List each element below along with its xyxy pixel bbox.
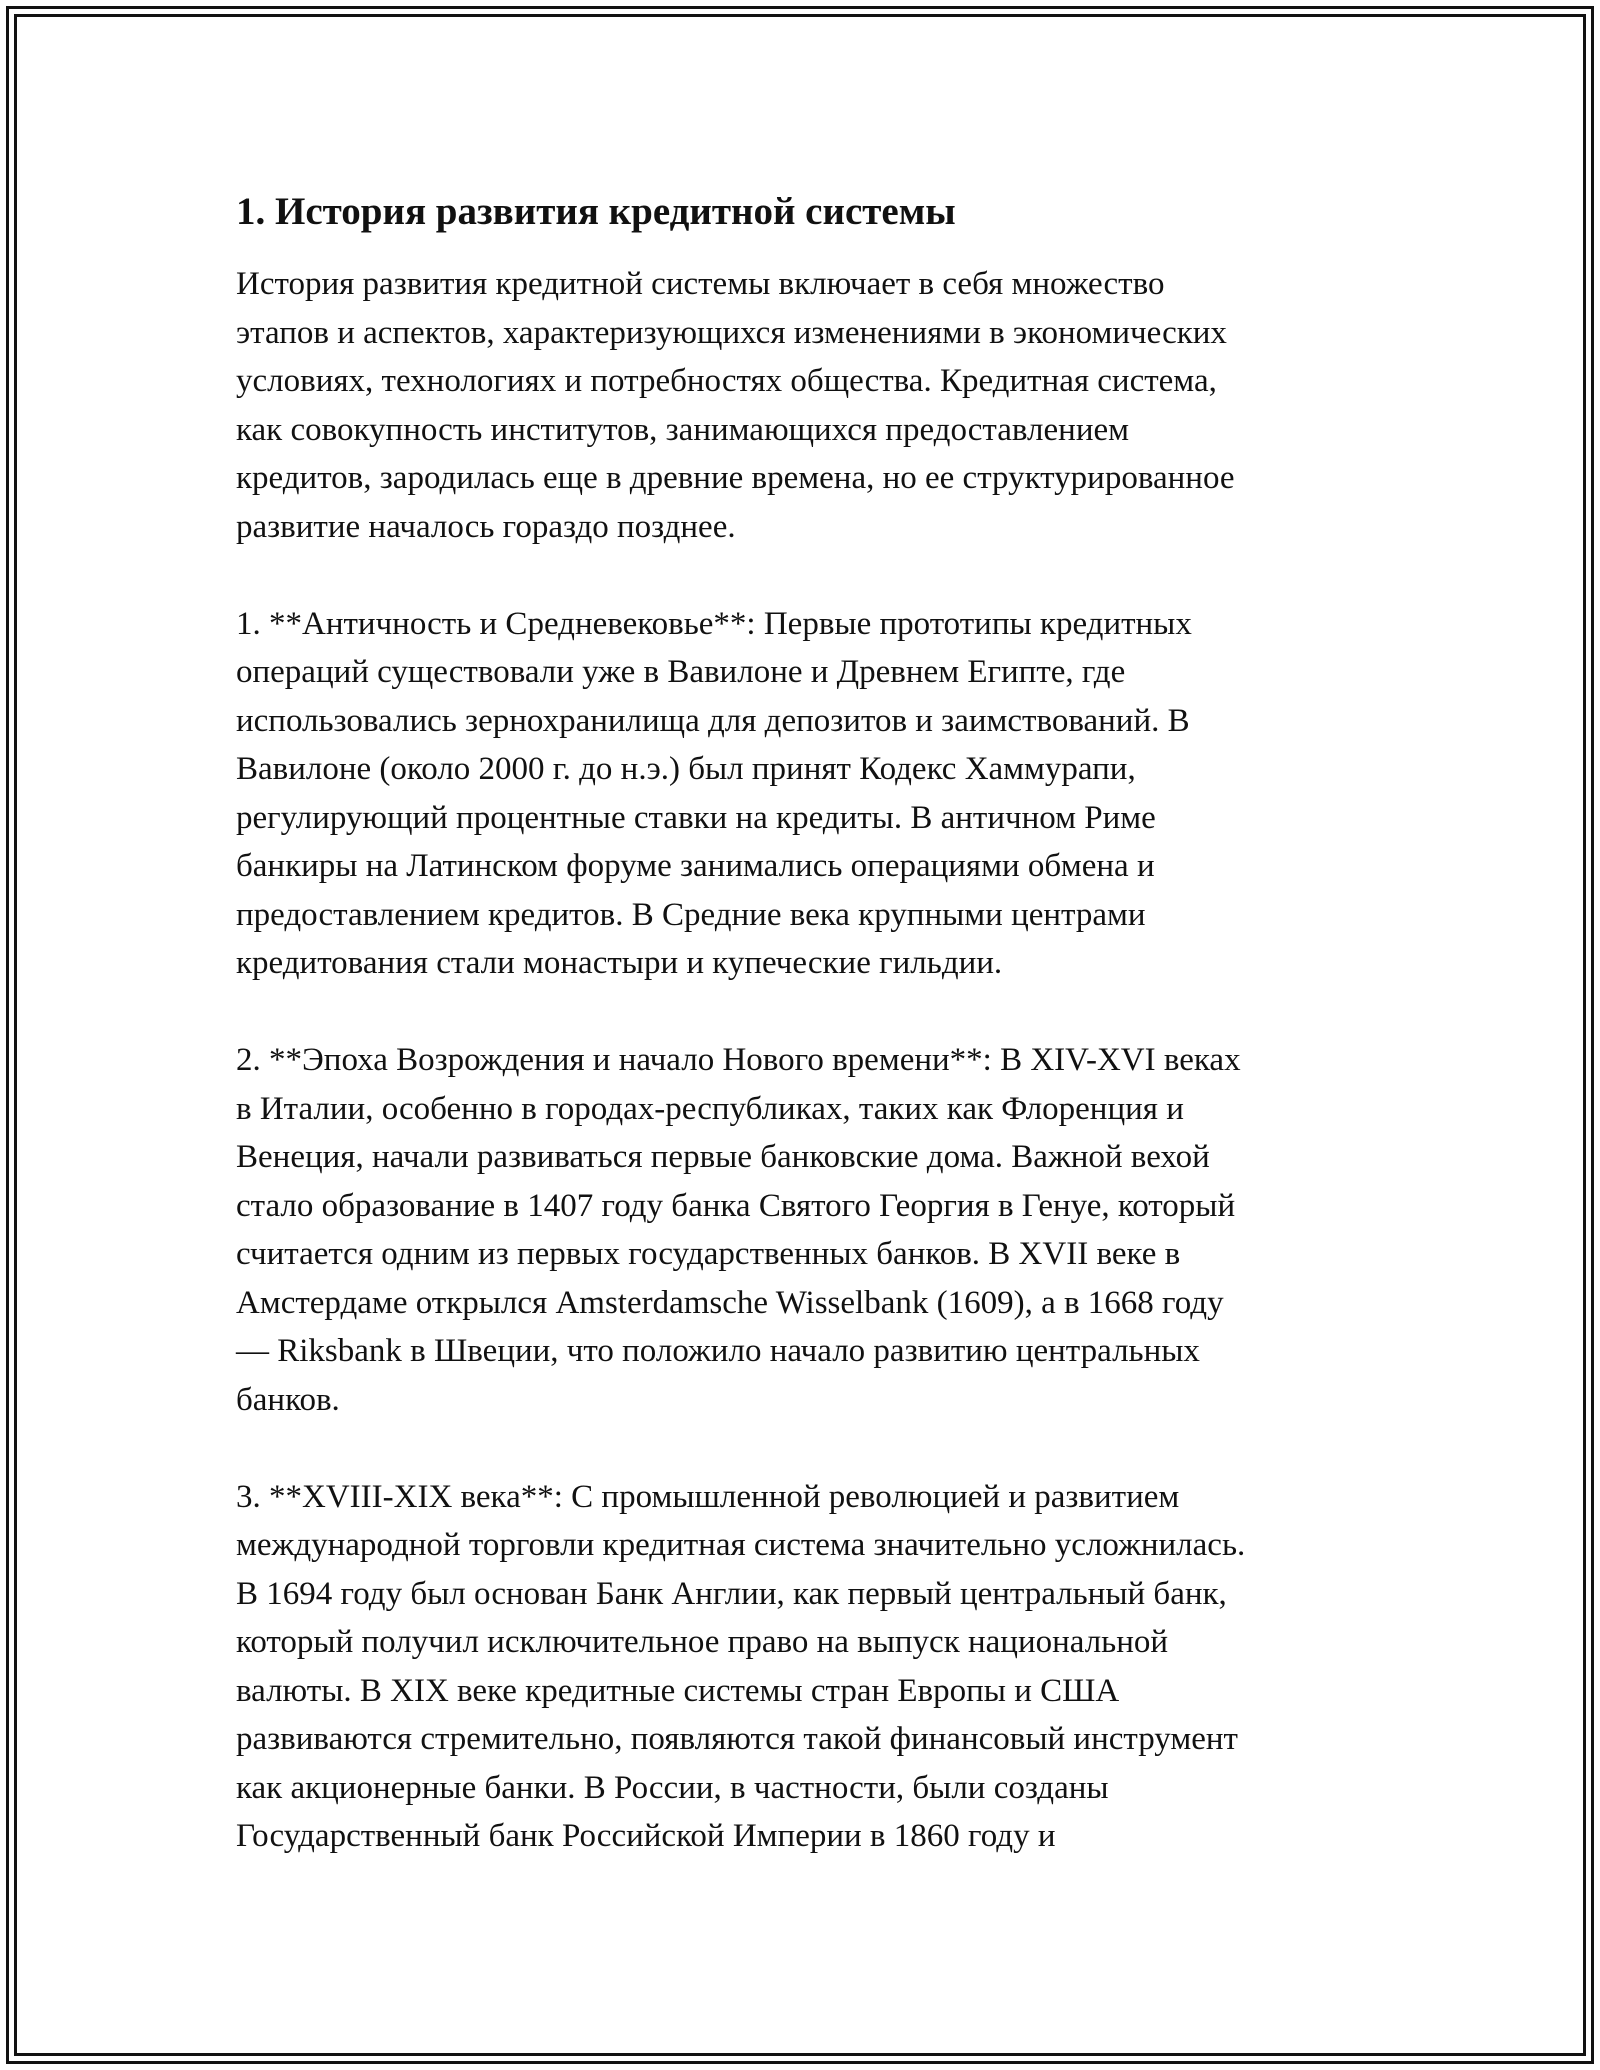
- paragraph-line: развиваются стремительно, появляются такой финансовый инструмент: [236, 1721, 1238, 1757]
- paragraph-line: банкиры на Латинском форуме занимались операциями обмена и: [236, 848, 1155, 884]
- section-heading: 1. История развития кредитной системы: [236, 190, 956, 233]
- paragraph-line: — Riksbank в Швеции, что положило начало развитию центральных: [236, 1333, 1200, 1369]
- paragraph-line: валюты. В XIX веке кредитные системы стран Европы и США: [236, 1672, 1120, 1709]
- renaissance-paragraph: [236, 1036, 1366, 1424]
- paragraph-line: Вавилоне (около 2000 г. до н.э.) был принят Кодекс Хаммурапи,: [236, 751, 1136, 787]
- paragraph-line: 1. **Античность и Средневековье**: Первые прототипы кредитных: [236, 605, 1192, 642]
- paragraph-line: кредитов, зародилась еще в древние времена, но ее структурированное: [236, 460, 1235, 496]
- paragraph-line: 3. **XVIII-XIX века**: С промышленной революцией и развитием: [236, 1478, 1180, 1515]
- paragraph-line: регулирующий процентные ставки на кредиты. В античном Риме: [236, 799, 1156, 836]
- paragraph-line: В 1694 году был основан Банк Англии, как первый центральный банк,: [236, 1575, 1227, 1612]
- paragraph-line: 2. **Эпоха Возрождения и начало Нового времени**: В XIV-XVI веках: [236, 1042, 1241, 1078]
- paragraph-line: считается одним из первых государственных банков. В XVII веке в: [236, 1236, 1181, 1272]
- paragraph-line: кредитования стали монастыри и купеческие гильдии.: [236, 945, 1003, 981]
- paragraph-line: как совокупность институтов, занимающихся предоставлением: [236, 411, 1130, 448]
- paragraph-line: Амстердаме открылся Amsterdamsche Wisselbank (1609), а в 1668 году: [236, 1284, 1224, 1321]
- paragraph-line: История развития кредитной системы включает в себя множество: [236, 266, 1165, 302]
- antiquity-paragraph: [236, 600, 1366, 988]
- paragraph-line: условиях, технологиях и потребностях общества. Кредитная система,: [236, 363, 1217, 399]
- paragraph-line: банков.: [236, 1381, 340, 1418]
- intro-paragraph: [236, 260, 1366, 551]
- paragraph-line: Венеция, начали развиваться первые банковские дома. Важной вехой: [236, 1139, 1210, 1175]
- paragraph-line: Государственный банк Российской Империи в 1860 году и: [236, 1818, 1056, 1854]
- paragraph-line: в Италии, особенно в городах-республиках, таких как Флоренция и: [236, 1090, 1184, 1127]
- paragraph-line: стало образование в 1407 году банка Святого Георгия в Генуе, который: [236, 1187, 1236, 1224]
- document-body: [236, 186, 1366, 1909]
- industrial-era-paragraph: [236, 1473, 1366, 1861]
- paragraph-line: использовались зернохранилища для депозитов и заимствований. В: [236, 702, 1190, 739]
- paragraph-line: этапов и аспектов, характеризующихся изменениями в экономических: [236, 314, 1227, 351]
- paragraph-line: который получил исключительное право на выпуск национальной: [236, 1624, 1169, 1660]
- paragraph-line: как акционерные банки. В России, в частности, были созданы: [236, 1769, 1109, 1806]
- paragraph-line: развитие началось гораздо позднее.: [236, 508, 736, 545]
- paragraph-line: предоставлением кредитов. В Средние века крупными центрами: [236, 896, 1146, 933]
- paragraph-line: международной торговли кредитная система значительно усложнилась.: [236, 1527, 1246, 1563]
- paragraph-line: операций существовали уже в Вавилоне и Древнем Египте, где: [236, 654, 1126, 690]
